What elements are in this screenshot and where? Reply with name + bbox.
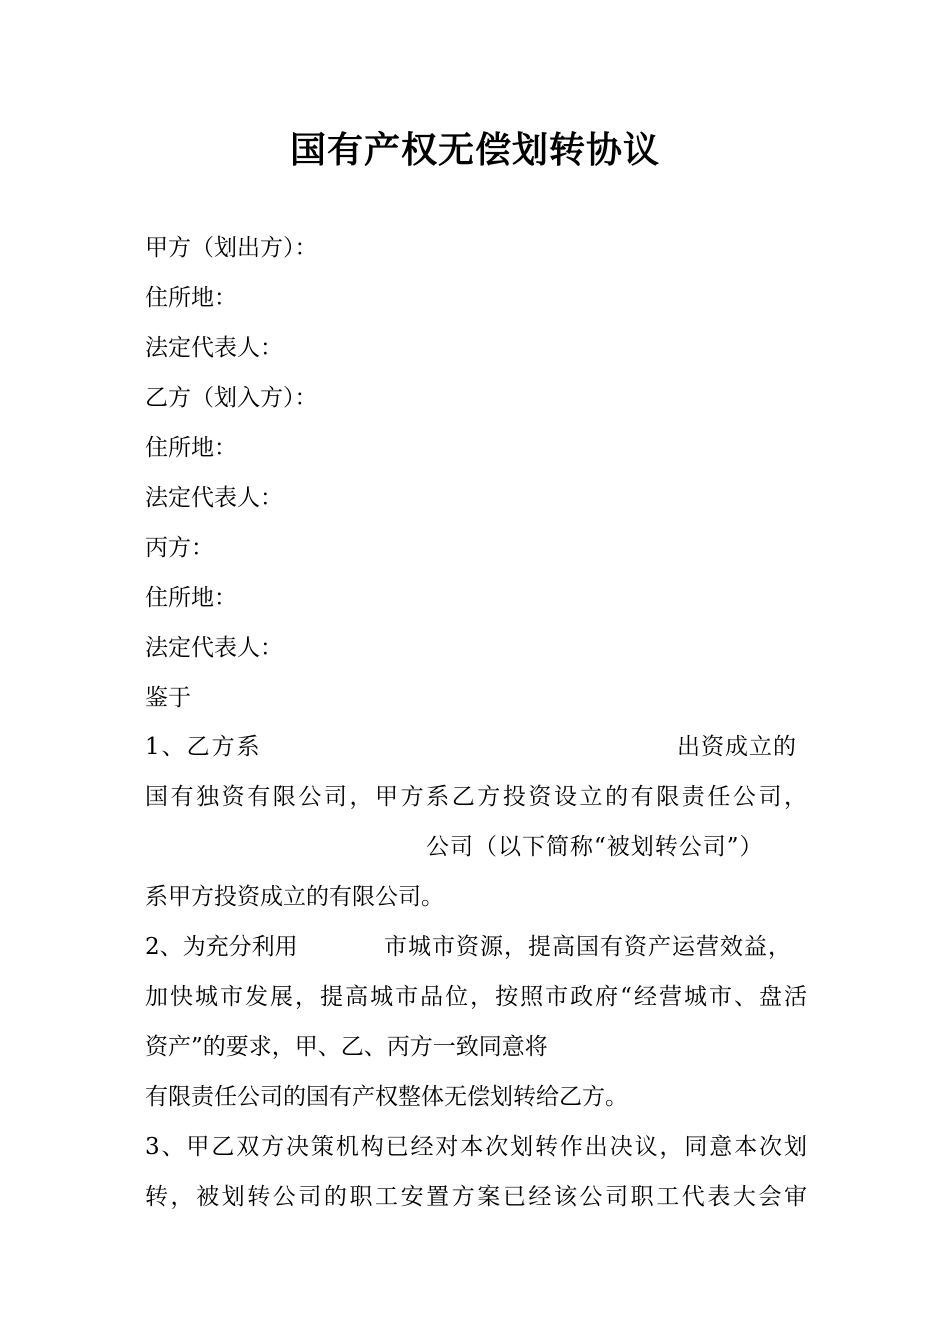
clause2-line1-right: 市城市资源，提高国有资产运营效益， xyxy=(384,934,792,960)
clause2-line2: 加快城市发展，提高城市品位，按照市政府“经营城市、盘活 xyxy=(145,984,807,1010)
party-a-address: 住所地： xyxy=(145,285,237,311)
clause1-line1-left: 1、乙方系 xyxy=(145,734,262,760)
party-b-address: 住所地： xyxy=(145,435,237,461)
party-c-label: 丙方： xyxy=(145,535,214,561)
party-c-representative: 法定代表人： xyxy=(145,635,283,661)
clause2-line3: 资产”的要求，甲、乙、丙方一致同意将 xyxy=(145,1034,548,1060)
clause1-line4: 系甲方投资成立的有限公司。 xyxy=(145,884,444,910)
clause2-line1-left: 2、为充分利用 xyxy=(145,934,298,960)
party-c-address: 住所地： xyxy=(145,585,237,611)
clause3-line2: 转，被划转公司的职工安置方案已经该公司职工代表大会审 xyxy=(145,1184,807,1210)
clause1-line1-right: 出资成立的 xyxy=(677,734,797,760)
clause1-line2: 国有独资有限公司，甲方系乙方投资设立的有限责任公司， xyxy=(145,784,807,810)
party-b-representative: 法定代表人： xyxy=(145,485,283,511)
party-a-label: 甲方（划出方）： xyxy=(145,235,318,261)
clause2-line4: 有限责任公司的国有产权整体无偿划转给乙方。 xyxy=(145,1084,628,1110)
party-b-label: 乙方（划入方）： xyxy=(145,385,318,411)
document-title: 国有产权无偿划转协议 xyxy=(289,129,660,171)
clause3-line1: 3、甲乙双方决策机构已经对本次划转作出决议，同意本次划 xyxy=(145,1134,807,1160)
clause1-line3: 公司（以下简称“被划转公司”） xyxy=(426,834,764,860)
whereas-heading: 鉴于 xyxy=(145,685,191,711)
party-a-representative: 法定代表人： xyxy=(145,335,283,361)
